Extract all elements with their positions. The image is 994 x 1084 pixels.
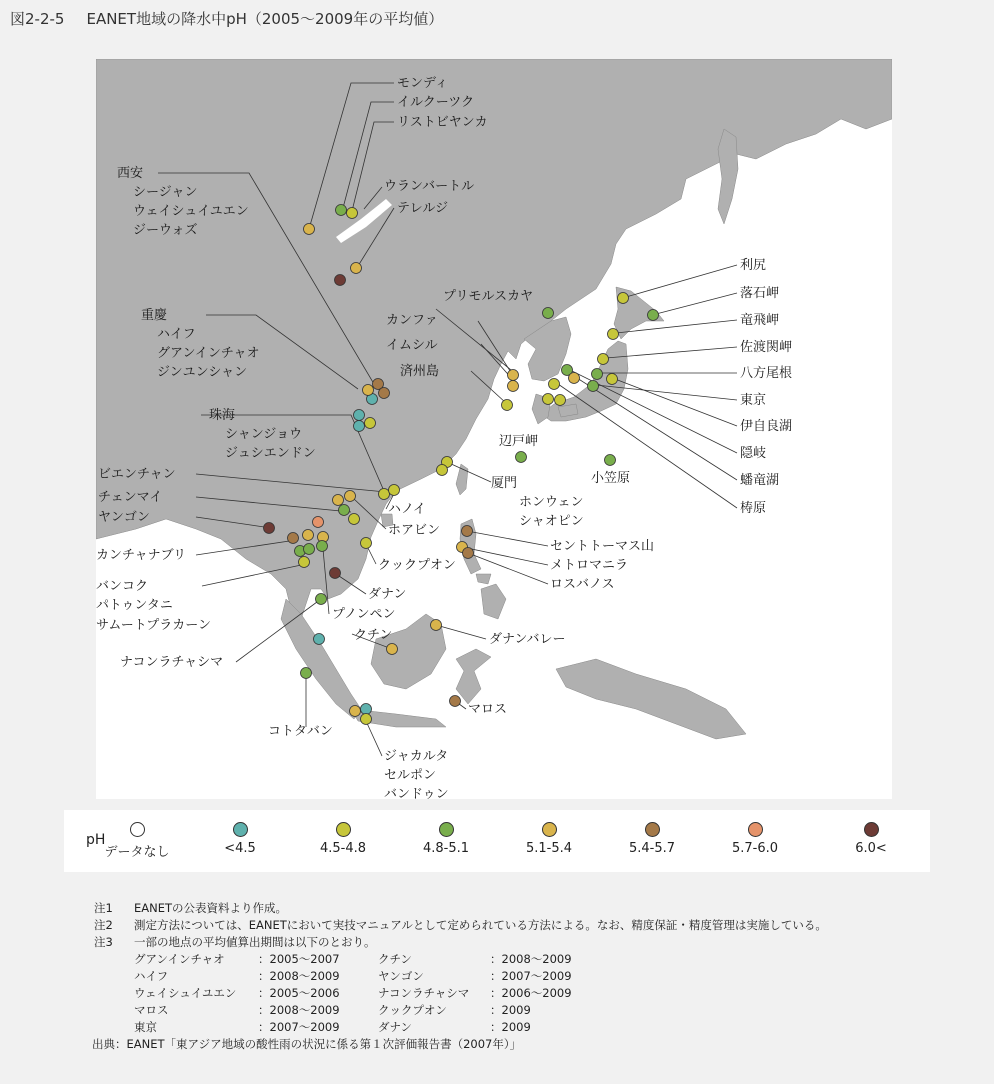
label-vientiane: ビエンチャン (98, 467, 176, 482)
label-santotomas: セントトーマス山 (550, 539, 655, 554)
legend-item-48-51 (401, 822, 491, 856)
station-marker (618, 293, 629, 304)
station-marker (431, 620, 442, 631)
label-phnompenh: プノンペン (332, 607, 396, 622)
station-marker (555, 395, 566, 406)
station-marker (339, 505, 350, 516)
station-marker (316, 594, 327, 605)
period-row: マロス ：2008～2009 クックプオン ：2009 (134, 1003, 531, 1017)
legend (64, 810, 930, 872)
label-ulaanbaatar: ウランバートル (384, 179, 475, 194)
map (96, 59, 892, 799)
figure-title (10, 8, 443, 29)
station-marker (543, 308, 554, 319)
label-yusuhara: 梼原 (740, 501, 767, 516)
station-marker (516, 452, 527, 463)
legend-dot-48-51 (439, 822, 454, 837)
station-marker (354, 410, 365, 421)
figure-title-text: EANET地域の降水中pH（2005～2009年の平均値） (86, 10, 444, 28)
station-marker (605, 455, 616, 466)
period-row: ハイフ ：2008～2009 ヤンゴン ：2007～2009 (134, 969, 572, 983)
legend-dot-51-54 (542, 822, 557, 837)
legend-dot-lt45 (233, 822, 248, 837)
label-happo: 八方尾根 (740, 366, 793, 381)
label-haifu: ハイフ (157, 327, 196, 342)
station-marker (288, 533, 299, 544)
label-terelj: テレルジ (397, 201, 449, 216)
legend-item-lt45 (195, 822, 285, 856)
period-row: グアンインチャオ ：2005～2007 クチン ：2008～2009 (134, 952, 572, 966)
station-marker (588, 381, 599, 392)
station-marker (264, 523, 275, 534)
label-jiwozi: ジーウォズ (133, 223, 198, 238)
label-metromanila: メトロマニラ (550, 558, 629, 573)
figure-number: 図2-2-5 (10, 10, 65, 28)
legend-dot-45-48 (336, 822, 351, 837)
station-marker (361, 714, 372, 725)
station-marker (351, 263, 362, 274)
legend-text-gt60: 6.0< (855, 841, 887, 856)
label-hoabinh: ホアビン (388, 523, 441, 538)
map-svg (96, 59, 892, 799)
station-marker (379, 489, 390, 500)
label-rishiri: 利尻 (740, 258, 767, 273)
label-jinyunshan: ジンユンシャン (157, 365, 248, 380)
label-xian: 西安 (117, 166, 144, 181)
note-3: 注3 一部の地点の平均値算出期間は以下のとおり。 (94, 935, 376, 949)
source: 出典：EANET「東アジア地域の酸性雨の状況に係る第１次評価報告書（2007年）」 (92, 1037, 522, 1051)
legend-text-45-48: 4.5-4.8 (319, 841, 367, 856)
label-tokyo: 東京 (740, 393, 767, 408)
period-row: 東京 ：2007～2009 ダナン ：2009 (134, 1020, 531, 1034)
label-bandung: バンドゥン (384, 787, 449, 799)
label-chongqing: 重慶 (141, 308, 168, 323)
station-marker (347, 208, 358, 219)
legend-item-57-60 (710, 822, 800, 856)
station-marker (301, 668, 312, 679)
label-tappi: 辺戸岬 (499, 434, 539, 449)
label-ogasawara: 小笠原 (591, 471, 631, 486)
legend-item-54-57 (607, 822, 697, 856)
station-marker (333, 495, 344, 506)
label-imsil: イムシル (386, 338, 438, 353)
legend-text-48-51: 4.8-5.1 (422, 841, 470, 856)
label-serpong: セルポン (384, 768, 437, 783)
legend-dot-none (130, 822, 145, 837)
label-mondy: モンディ (397, 76, 448, 91)
station-marker (317, 541, 328, 552)
station-marker (387, 644, 398, 655)
station-marker (549, 379, 560, 390)
label-maros: マロス (468, 702, 508, 717)
label-danumvalley: ダナンバレー (489, 632, 566, 647)
label-sijiang: シージャン (133, 185, 198, 200)
station-marker (379, 388, 390, 399)
label-xiaoping: シャオピン (519, 514, 584, 529)
note-1: 注1 EANETの公表資料より作成。 (94, 901, 288, 915)
label-kototabang: コトタバン (268, 724, 333, 739)
label-chiangmai: チェンマイ (98, 490, 163, 505)
station-marker (502, 400, 513, 411)
legend-dot-gt60 (864, 822, 879, 837)
legend-dot-57-60 (748, 822, 763, 837)
legend-dot-54-57 (645, 822, 660, 837)
station-marker (569, 373, 580, 384)
label-irkutsk: イルクーツク (397, 95, 475, 110)
station-marker (350, 706, 361, 717)
label-pathumthani: パトゥンタニ (96, 598, 173, 613)
label-banryu: 蟠竜湖 (740, 473, 780, 488)
station-marker (608, 329, 619, 340)
label-hanoi: ハノイ (388, 502, 426, 517)
label-kanchanaburi: カンチャナブリ (96, 548, 187, 563)
label-nakhon: ナコンラチャシマ (120, 655, 224, 670)
label-jeju: 済州島 (400, 364, 440, 379)
label-ijira: 伊自良湖 (740, 419, 793, 434)
label-xiangzhou: シャンジョウ (225, 427, 303, 442)
label-bangkok: バンコク (96, 579, 149, 594)
label-kuching: クチン (354, 628, 393, 643)
station-marker (543, 394, 554, 405)
label-hongwen: ホンウェン (519, 495, 584, 510)
station-marker (336, 205, 347, 216)
label-ochiishi: 落石岬 (740, 286, 780, 301)
station-marker (363, 385, 374, 396)
station-marker (389, 485, 400, 496)
station-marker (304, 544, 315, 555)
station-marker (354, 421, 365, 432)
notes (94, 900, 827, 1053)
station-marker (463, 548, 474, 559)
station-marker (314, 634, 325, 645)
station-marker (335, 275, 346, 286)
station-marker (598, 354, 609, 365)
period-table (134, 951, 827, 1036)
station-marker (299, 557, 310, 568)
legend-item-51-54 (504, 822, 594, 856)
legend-item-gt60 (826, 822, 916, 856)
station-marker (365, 418, 376, 429)
label-oki: 隠岐 (740, 446, 767, 461)
legend-text-54-57: 5.4-5.7 (628, 841, 676, 856)
label-sadoseki: 佐渡関岬 (740, 340, 793, 355)
label-losbanos: ロスバノス (550, 577, 615, 592)
station-marker (508, 370, 519, 381)
label-kanghwa: カンファ (386, 313, 438, 328)
station-marker (349, 514, 360, 525)
label-yangon: ヤンゴン (98, 510, 150, 525)
label-listvyanka: リストビヤンカ (397, 115, 488, 130)
label-xiamen: 厦門 (491, 476, 518, 491)
station-marker (508, 381, 519, 392)
period-row: ウェイシュイユエン ：2005～2006 ナコンラチャシマ ：2006～2009 (134, 986, 572, 1000)
station-marker (437, 465, 448, 476)
station-marker (592, 369, 603, 380)
station-marker (345, 491, 356, 502)
label-jiexi: ジュシエンドン (225, 446, 316, 461)
station-marker (450, 696, 461, 707)
label-zhuhai: 珠海 (209, 408, 236, 423)
label-cucphuong: クックプオン (378, 558, 456, 573)
legend-ph-label: pH (86, 832, 106, 848)
legend-text-none: データなし (104, 845, 170, 860)
station-marker (607, 374, 618, 385)
note-2: 注2 測定方法については、EANETにおいて実技マニュアルとして定められている方法による。なお、精度保証・精度管理は実施している。 (94, 918, 827, 932)
station-marker (304, 224, 315, 235)
station-marker (361, 704, 372, 715)
legend-item-45-48 (298, 822, 388, 856)
station-marker (330, 568, 341, 579)
label-primorskaya: プリモルスカヤ (443, 289, 534, 304)
label-samutprakan: サムートプラカーン (96, 618, 212, 633)
label-danang: ダナン (368, 587, 407, 602)
station-marker (462, 526, 473, 537)
label-jakarta: ジャカルタ (384, 749, 449, 764)
label-guanyinqiao: グアンインチャオ (157, 346, 260, 361)
legend-item-none (92, 822, 182, 860)
station-marker (361, 538, 372, 549)
station-marker (313, 517, 324, 528)
station-marker (648, 310, 659, 321)
station-marker (303, 530, 314, 541)
legend-text-51-54: 5.1-5.4 (525, 841, 573, 856)
label-tappizaki: 竜飛岬 (740, 313, 780, 328)
legend-text-57-60: 5.7-6.0 (731, 841, 779, 856)
label-weishuiyuan: ウェイシュイユエン (133, 204, 249, 219)
legend-text-lt45: <4.5 (224, 841, 256, 856)
